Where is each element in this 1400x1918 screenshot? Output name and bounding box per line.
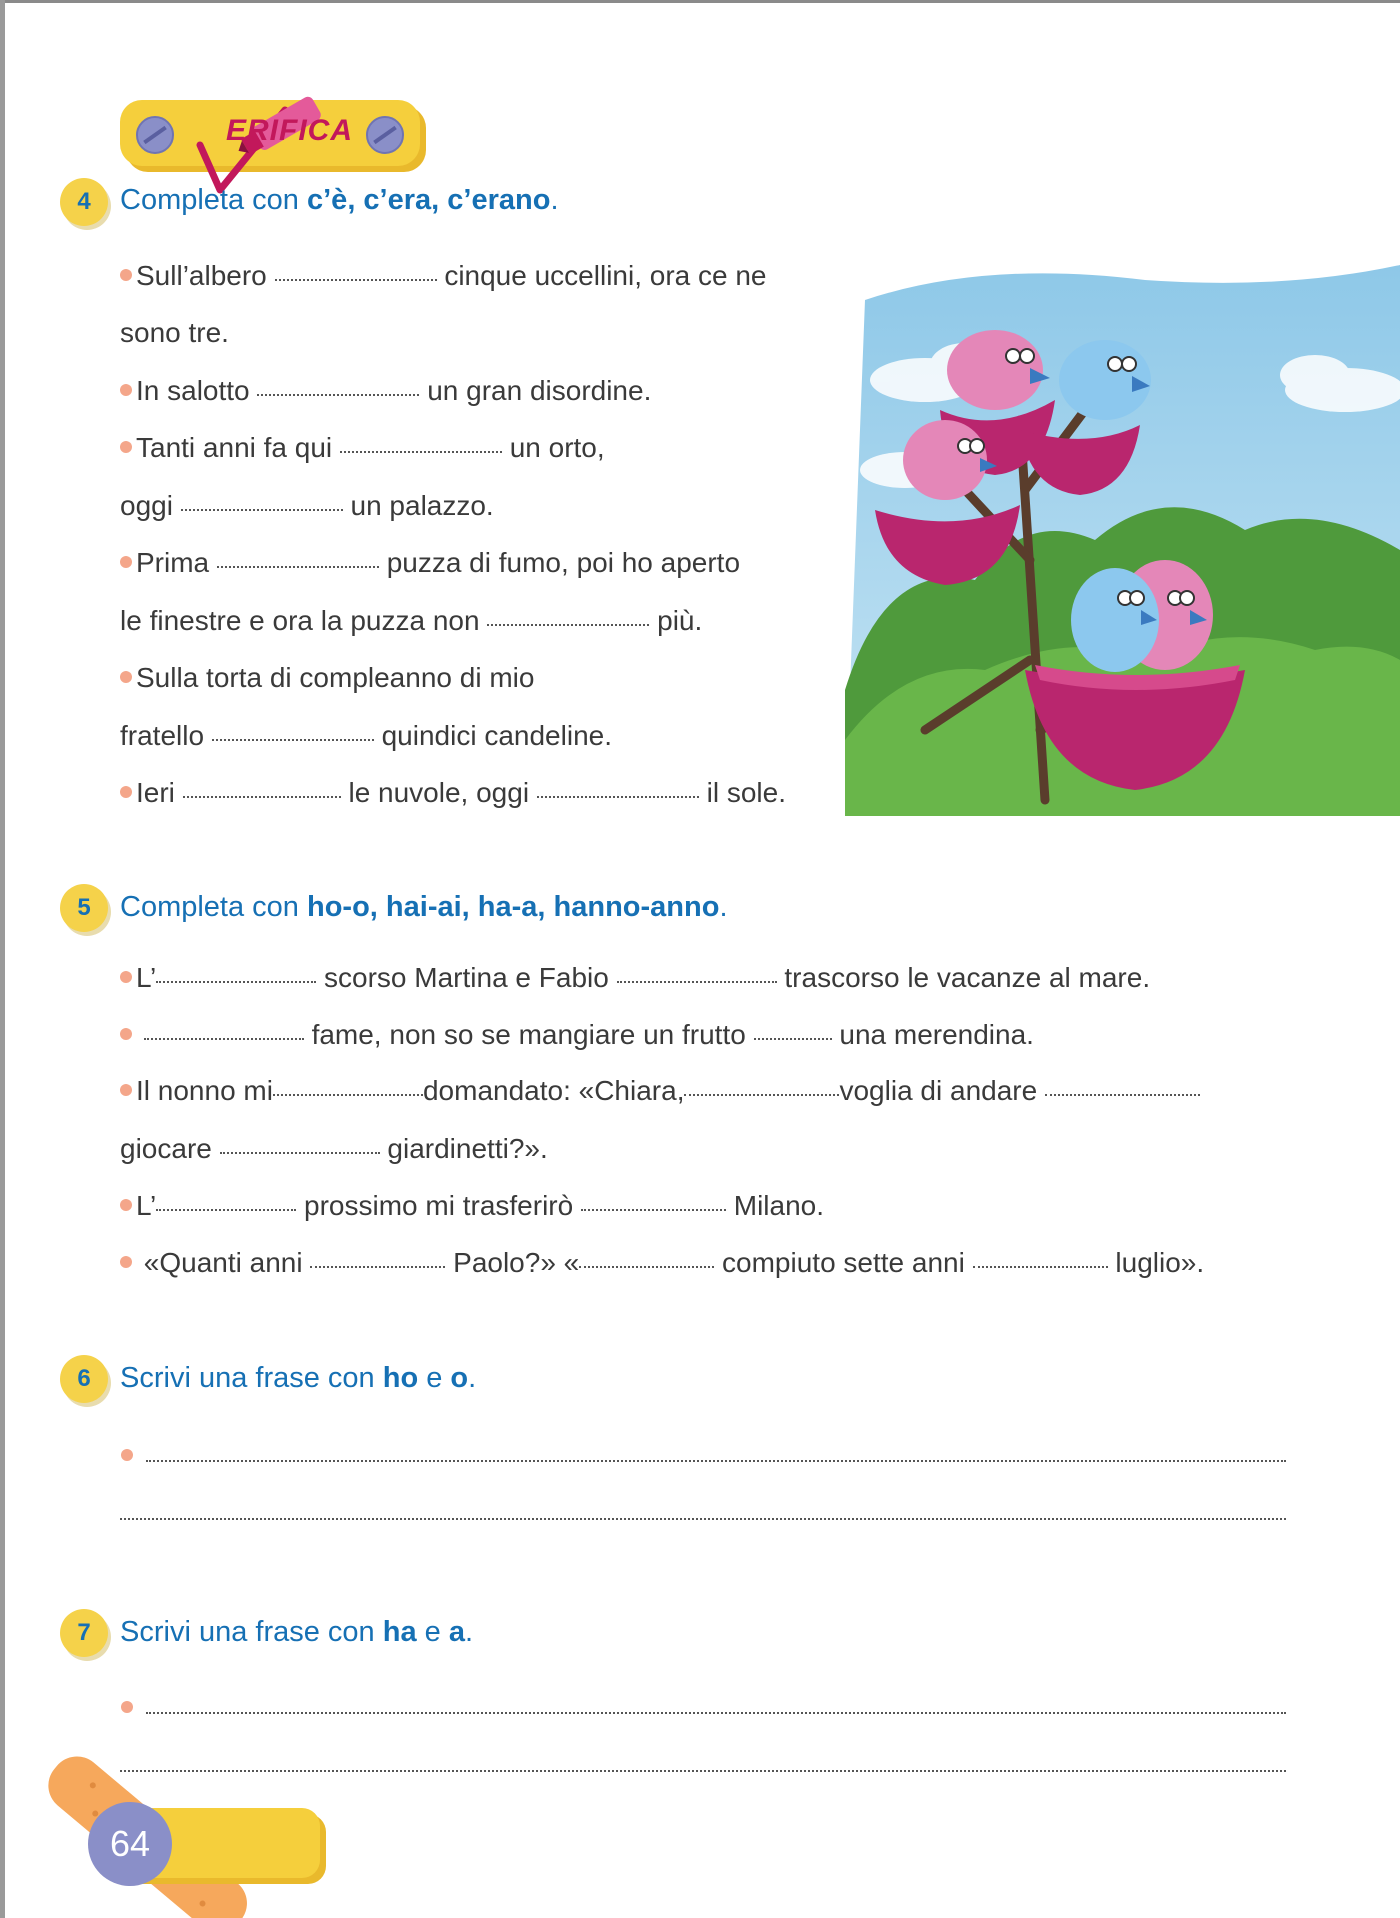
blank-field[interactable] <box>217 566 379 568</box>
exercise-6-title: Scrivi una frase con ho e o. <box>120 1362 477 1394</box>
screw-icon <box>366 116 404 154</box>
bullet-icon <box>120 671 132 683</box>
blank-field[interactable] <box>973 1266 1108 1268</box>
exercise-line: L’ prossimo mi trasferirò Milano. <box>120 1190 824 1222</box>
title-terms: ho-o, hai-ai, ha-a, hanno-anno <box>307 891 720 923</box>
exercise-number-badge: 7 <box>60 1609 108 1657</box>
bullet-icon <box>120 1028 132 1040</box>
bullet-icon <box>120 971 132 983</box>
exercise-number-badge: 4 <box>60 178 108 226</box>
exercise-line: Sull’albero cinque uccellini, ora ce ne <box>120 260 767 292</box>
blank-field[interactable] <box>212 739 374 741</box>
exercise-line: Ieri le nuvole, oggi il sole. <box>120 777 786 809</box>
page-border-top <box>0 0 1400 3</box>
exercise-number-badge: 6 <box>60 1355 108 1403</box>
blank-field[interactable] <box>1045 1094 1200 1096</box>
exercise-line: Prima puzza di fumo, poi ho aperto <box>120 547 740 579</box>
blank-field[interactable] <box>581 1209 726 1211</box>
bullet-icon <box>120 556 132 568</box>
page-border-left <box>0 0 5 1918</box>
exercise-line: In salotto un gran disordine. <box>120 375 651 407</box>
blank-field[interactable] <box>156 981 316 983</box>
answer-line[interactable] <box>120 1518 1286 1520</box>
blank-field[interactable] <box>754 1038 832 1040</box>
exercise-line: oggi un palazzo. <box>120 490 494 521</box>
blank-field[interactable] <box>684 1094 839 1096</box>
page-number: 64 <box>88 1802 172 1886</box>
blank-field[interactable] <box>275 279 437 281</box>
bullet-icon <box>120 384 132 396</box>
blank-field[interactable] <box>156 1209 296 1211</box>
blank-field[interactable] <box>340 451 502 453</box>
exercise-line: Sulla torta di compleanno di mio <box>120 662 534 694</box>
bullet-icon <box>120 1199 132 1211</box>
answer-line[interactable] <box>146 1712 1286 1714</box>
exercise-line: sono tre. <box>120 317 229 348</box>
exercise-line: «Quanti anni Paolo?» « compiuto sette anni luglio». <box>120 1247 1204 1279</box>
blank-field[interactable] <box>183 796 341 798</box>
bullet-icon <box>120 441 132 453</box>
bullet-icon <box>121 1701 133 1713</box>
exercise-line: L’ scorso Martina e Fabio trascorso le vacanze al mare. <box>120 962 1150 994</box>
exercise-number-badge: 5 <box>60 884 108 932</box>
answer-line[interactable] <box>146 1460 1286 1462</box>
exercise-5-title: Completa con ho-o, hai-ai, ha-a, hanno-anno. <box>120 891 728 923</box>
bullet-icon <box>120 269 132 281</box>
blank-field[interactable] <box>487 624 649 626</box>
blank-field[interactable] <box>617 981 777 983</box>
bullet-icon <box>120 1256 132 1268</box>
exercise-line: giocare giardinetti?». <box>120 1133 548 1164</box>
bullet-icon <box>120 1084 132 1096</box>
badge-label: ERIFICA <box>226 114 353 147</box>
verifica-badge <box>120 100 420 166</box>
blank-field[interactable] <box>181 509 343 511</box>
exercise-line: fratello quindici candeline. <box>120 720 612 751</box>
blank-field[interactable] <box>537 796 699 798</box>
blank-field[interactable] <box>310 1266 445 1268</box>
blank-field[interactable] <box>257 394 419 396</box>
birds-nest-illustration <box>845 260 1400 816</box>
exercise-line: le finestre e ora la puzza non più. <box>120 605 703 636</box>
exercise-line: Tanti anni fa qui un orto, <box>120 432 605 464</box>
bullet-icon <box>120 786 132 798</box>
blank-field[interactable] <box>579 1266 714 1268</box>
blank-field[interactable] <box>273 1094 423 1096</box>
exercise-7-title: Scrivi una frase con ha e a. <box>120 1616 474 1648</box>
title-terms: c’è, c’era, c’erano <box>307 184 551 216</box>
screw-icon <box>136 116 174 154</box>
exercise-4-title: Completa con c’è, c’era, c’erano. <box>120 184 559 216</box>
blank-field[interactable] <box>144 1038 304 1040</box>
blank-field[interactable] <box>220 1152 380 1154</box>
exercise-line: fame, non so se mangiare un frutto una merendina. <box>120 1019 1034 1051</box>
exercise-line: Il nonno mi domandato: «Chiara, voglia di andare <box>120 1075 1200 1107</box>
bullet-icon <box>121 1449 133 1461</box>
